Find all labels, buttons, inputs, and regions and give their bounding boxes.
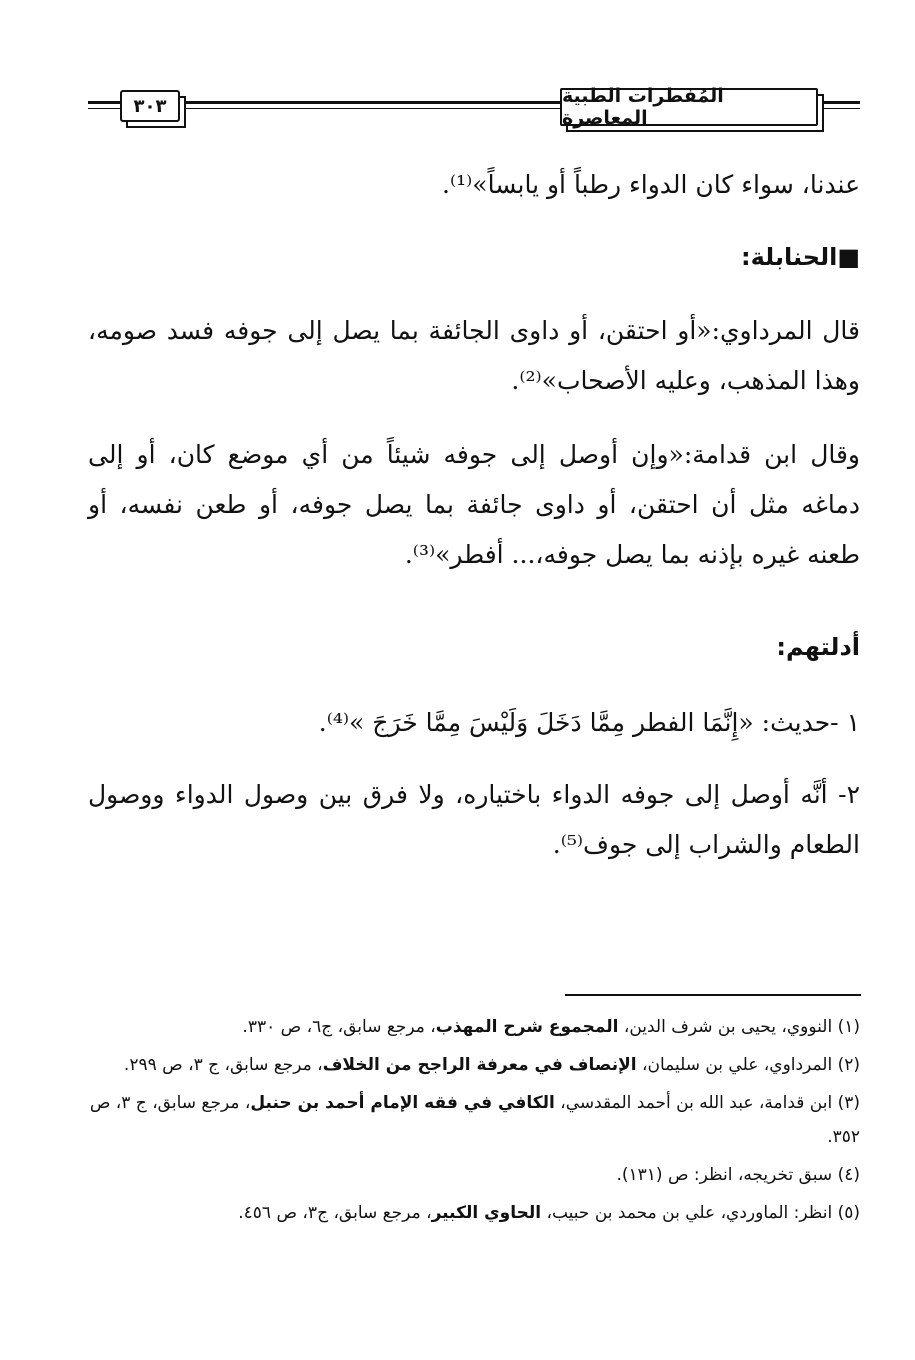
paragraph-2: قال المرداوي:«أو احتقن، أو داوى الجائفة بما يصل إلى جوفه فسد صومه، وهذا المذهب، وعليه الأصحاب»⁽²⁾.	[88, 316, 860, 395]
footnote-2-author: (٢) المرداوي، علي بن سليمان،	[636, 1055, 860, 1075]
footnote-5-author: (٥) انظر: الماوردي، علي بن محمد بن حبيب،	[541, 1203, 860, 1223]
footnote-5-title: الحاوي الكبير	[431, 1203, 542, 1223]
footnote-2-title: الإنصاف في معرفة الراجح من الخلاف	[322, 1055, 637, 1075]
footnote-5	[88, 1196, 860, 1230]
list-item-2: ٢- أنَّه أوصل إلى جوفه الدواء باختياره، ولا فرق بين وصول الدواء ووصول الطعام والشراب إلى جوف⁽⁵⁾.	[88, 780, 860, 859]
running-title: المُفطرات الطبية المعاصرة	[562, 85, 724, 129]
header-rule-left-bottom	[88, 108, 122, 109]
footnote-1-ref: ، مرجع سابق، ج٦، ص ٣٣٠.	[242, 1017, 436, 1037]
header-rule-right-top	[820, 101, 860, 104]
paragraph-3: وقال ابن قدامة:«وإن أوصل إلى جوفه شيئاً من أي موضع كان، أو إلى دماغه مثل أن احتقن، أو داوى جائفة بما يصل جوفه، أو طعن نفسه، أو طعنه غيره بإذنه بما يصل جوفه،... أفطر»⁽³⁾.	[88, 440, 860, 569]
heading-adillatuhum: أدلتهم:	[776, 633, 860, 661]
footnote-1	[88, 1010, 860, 1044]
heading-hanabila: ■الحنابلة:	[741, 243, 860, 271]
heading-hanabila-block	[88, 232, 860, 282]
paragraph-3-block	[88, 430, 860, 580]
header-rule-middle-bottom	[182, 108, 560, 109]
page-header	[0, 0, 915, 140]
page-number-box	[120, 90, 180, 122]
footnote-4-text: (٤) سبق تخريجه، انظر: ص (١٣١).	[616, 1165, 860, 1185]
item-1-block	[88, 698, 860, 748]
heading-adillatuhum-block	[88, 622, 860, 672]
header-rule-right-bottom	[820, 108, 860, 109]
header-rule-left-top	[88, 101, 122, 104]
footnote-2-ref: ، مرجع سابق، ج ٣، ص ٢٩٩.	[123, 1055, 323, 1075]
footnote-1-author: (١) النووي، يحيى بن شرف الدين،	[618, 1017, 860, 1037]
item-2-block	[88, 770, 860, 870]
header-rule-middle-top	[182, 101, 560, 104]
main-text	[88, 160, 860, 210]
page-number: ٣٠٣	[133, 95, 167, 117]
footnote-3-title: الكافي في فقه الإمام أحمد بن حنبل	[250, 1093, 555, 1113]
footnote-separator	[565, 994, 861, 996]
footnote-3	[88, 1086, 860, 1154]
footnote-3-author: (٣) ابن قدامة، عبد الله بن أحمد المقدسي،	[554, 1093, 860, 1113]
list-item-1: ١ -حديث: «إِنَّمَا الفطر مِمَّا دَخَلَ وَلَيْسَ مِمَّا خَرَجَ »⁽⁴⁾.	[318, 708, 860, 737]
footnote-3-ref: ، مرجع سابق، ج ٣، ص ٣٥٢.	[89, 1093, 860, 1147]
paragraph-2-block	[88, 306, 860, 406]
footnote-4	[88, 1158, 860, 1192]
footnotes	[88, 1010, 860, 1234]
footnote-2	[88, 1048, 860, 1082]
footnote-5-ref: ، مرجع سابق، ج٣، ص ٤٥٦.	[238, 1203, 432, 1223]
footnote-1-title: المجموع شرح المهذب	[435, 1017, 619, 1037]
running-title-box	[560, 85, 818, 129]
paragraph-1: عندنا، سواء كان الدواء رطباً أو يابساً»⁽¹⁾.	[442, 170, 860, 199]
